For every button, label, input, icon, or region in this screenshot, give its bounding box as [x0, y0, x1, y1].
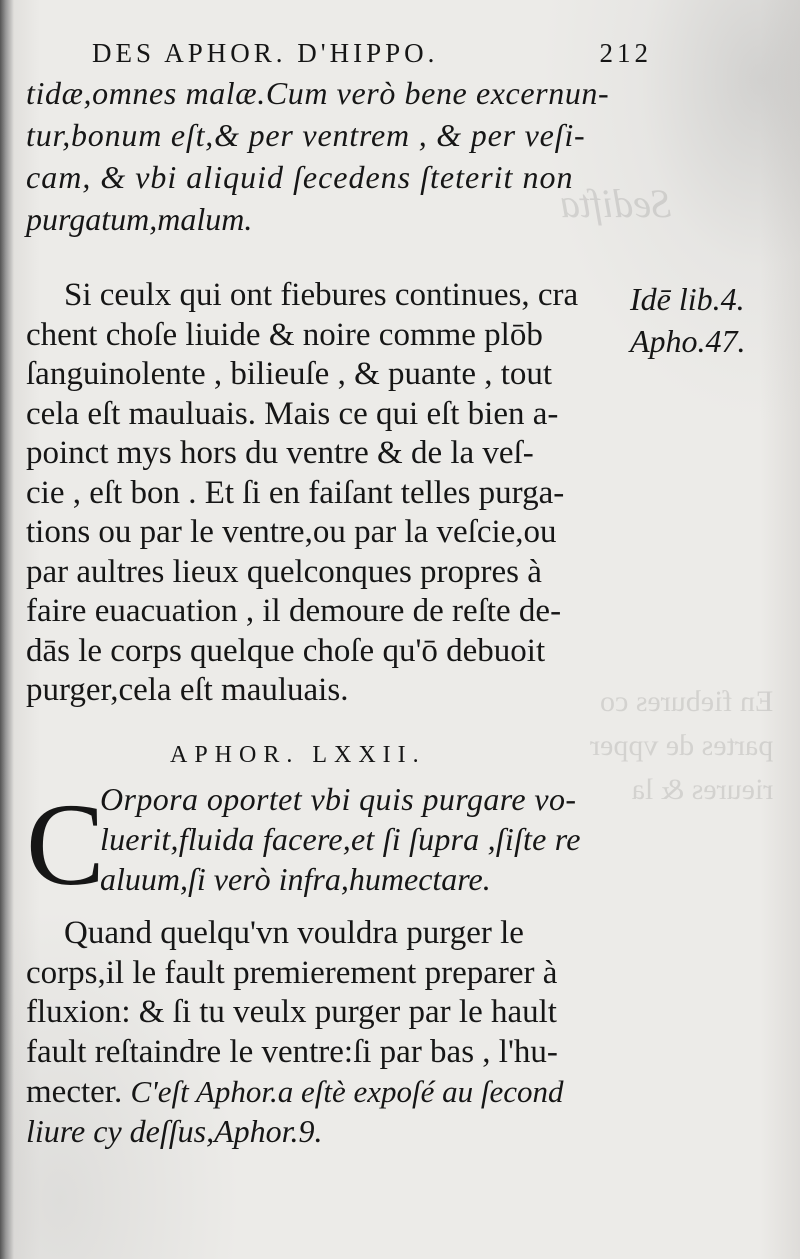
french-line: Quand quelqu'vn vouldra purger le [64, 915, 524, 951]
french-line: Si ceulx qui ont fiebures continues, cra [64, 277, 579, 313]
marginal-note-line: Apho.47. [630, 323, 746, 359]
show-through-text: En fiebures co partes de vpper rieures & la [590, 685, 774, 806]
french-line: cela eſt mauluais. Mais ce qui eſt bien a- [26, 395, 559, 432]
latin-aphorism-line: aluum,ſi verò infra,humectare. [100, 861, 491, 897]
french-line: par aultres lieux quelconques propres à [26, 553, 542, 590]
latin-aphorism-line: Orpora oportet vbi quis purgare vo- [100, 781, 577, 817]
french-line: fault reſtaindre le ventre:ſi par bas , l'hu- [26, 1033, 558, 1070]
french-line: ſanguinolente , bilieuſe , & puante , tout [26, 356, 553, 392]
french-line-text: mecter. [26, 1074, 123, 1110]
french-line: faire euacuation , il demoure de reſte de- [26, 593, 562, 629]
latin-top-line: tur,bonum eſt,& per ventrem , & per veſi- [26, 117, 586, 153]
french-line-mixed [26, 1072, 564, 1113]
binding-shadow [0, 0, 14, 1259]
french-line: purger,cela eſt mauluais. [26, 672, 349, 708]
french-line: poinct mys hors du ventre & de la veſ- [26, 435, 534, 471]
page-number: 212 [599, 38, 652, 68]
cross-reference-line: liure cy deſſus,Aphor.9. [26, 1113, 323, 1149]
marginal-note [630, 278, 746, 362]
french-line: chent choſe liuide & noire comme plōb [26, 316, 543, 353]
french-line: corps,il le fault premierement preparer à [26, 954, 558, 991]
latin-aphorism-line: luerit,fluida facere,et ſi ſupra ,ſiſte re [100, 821, 581, 857]
latin-top-line: tidæ,omnes malæ.Cum verò bene excernun- [26, 75, 610, 111]
french-line: cie , eſt bon . Et ſi en faiſant telles purga- [26, 474, 565, 511]
running-head-title: DES APHOR. D'HIPPO. [92, 38, 439, 68]
latin-top-line: purgatum,malum. [26, 201, 253, 237]
running-head [92, 38, 652, 69]
french-line: fluxion: & ſi tu veulx purger par le hault [26, 994, 557, 1030]
show-through-text: Sedifta [560, 181, 672, 226]
french-line: dās le corps quelque choſe qu'ō debuoit [26, 632, 546, 669]
marginal-note-line: Idē lib.4. [630, 281, 745, 317]
latin-top-line: cam, & vbi aliquid ſecedens ſteterit non [26, 159, 574, 195]
cross-reference-text: C'eſt Aphor.a eſtè expoſé au ſecond [130, 1074, 564, 1109]
aphorism-heading: APHOR. LXXII. [170, 742, 426, 768]
drop-cap: C [26, 779, 105, 910]
french-line: tions ou par le ventre,ou par la veſcie,ou [26, 514, 557, 550]
